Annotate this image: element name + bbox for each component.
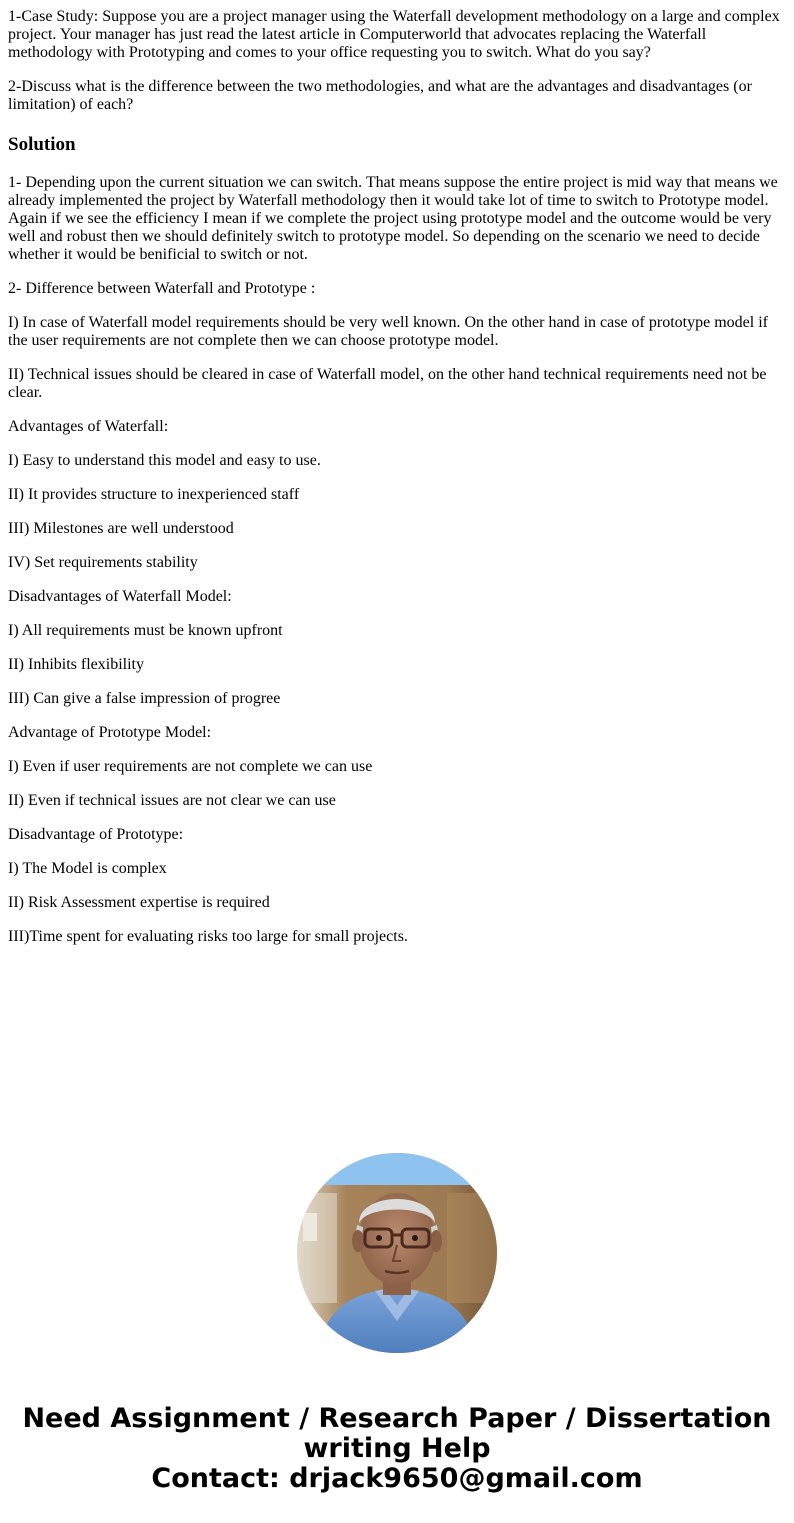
solution-heading: Solution xyxy=(8,134,76,155)
tutor-portrait-icon xyxy=(297,1153,497,1353)
difference-point: I) In case of Waterfall model requirements should be very well known. On the other hand in case of prototype model if the user requirements are not complete then we can choose prototype model. xyxy=(8,314,768,349)
list-item: I) Even if user requirements are not complete we can use xyxy=(8,758,373,775)
list-item: I) All requirements must be known upfront xyxy=(8,622,283,639)
waterfall-advantages-heading: Advantages of Waterfall: xyxy=(8,418,169,435)
list-item: II) Risk Assessment expertise is required xyxy=(8,894,270,911)
promo-line: writing Help xyxy=(303,1433,491,1464)
list-item: III) Milestones are well understood xyxy=(8,520,234,537)
list-item: I) The Model is complex xyxy=(8,860,167,877)
list-item: II) Even if technical issues are not clear we can use xyxy=(8,792,336,809)
waterfall-disadvantages-heading: Disadvantages of Waterfall Model: xyxy=(8,588,232,605)
question-2: 2-Discuss what is the difference between the two methodologies, and what are the advantages and disadvantages (or limitation) of each? xyxy=(8,78,752,113)
promo-banner xyxy=(0,1404,794,1494)
promo-line: Need Assignment / Research Paper / Dissertation xyxy=(22,1403,772,1434)
answer-1: 1- Depending upon the current situation we can switch. That means suppose the entire project is mid way that means we already implemented the project by Waterfall methodology then it would take lot of time to switch to Prototype model. Again if we see the efficiency I mean if we complete the project using prototype model and the outcome would be very well and robust then we should definitely switch to prototype model. So depending on the scenario we need to decide whether it would be benificial to switch or not. xyxy=(8,174,778,263)
list-item: II) It provides structure to inexperienced staff xyxy=(8,486,300,503)
list-item: III)Time spent for evaluating risks too large for small projects. xyxy=(8,928,408,945)
prototype-advantages-heading: Advantage of Prototype Model: xyxy=(8,724,212,741)
difference-heading: 2- Difference between Waterfall and Prototype : xyxy=(8,280,316,297)
list-item: II) Inhibits flexibility xyxy=(8,656,144,673)
question-1: 1-Case Study: Suppose you are a project manager using the Waterfall development methodology on a large and complex project. Your manager has just read the latest article in Computerworld that advocates replacing the Waterfall methodology with Prototyping and comes to your office requesting you to switch. What do you say? xyxy=(8,8,780,61)
document-body xyxy=(8,8,786,962)
list-item: IV) Set requirements stability xyxy=(8,554,198,571)
list-item: I) Easy to understand this model and easy to use. xyxy=(8,452,321,469)
avatar xyxy=(297,1153,497,1353)
difference-point: II) Technical issues should be cleared in case of Waterfall model, on the other hand technical requirements need not be clear. xyxy=(8,366,767,401)
list-item: III) Can give a false impression of progree xyxy=(8,690,281,707)
prototype-disadvantages-heading: Disadvantage of Prototype: xyxy=(8,826,184,843)
promo-contact: Contact: drjack9650@gmail.com xyxy=(151,1463,643,1494)
